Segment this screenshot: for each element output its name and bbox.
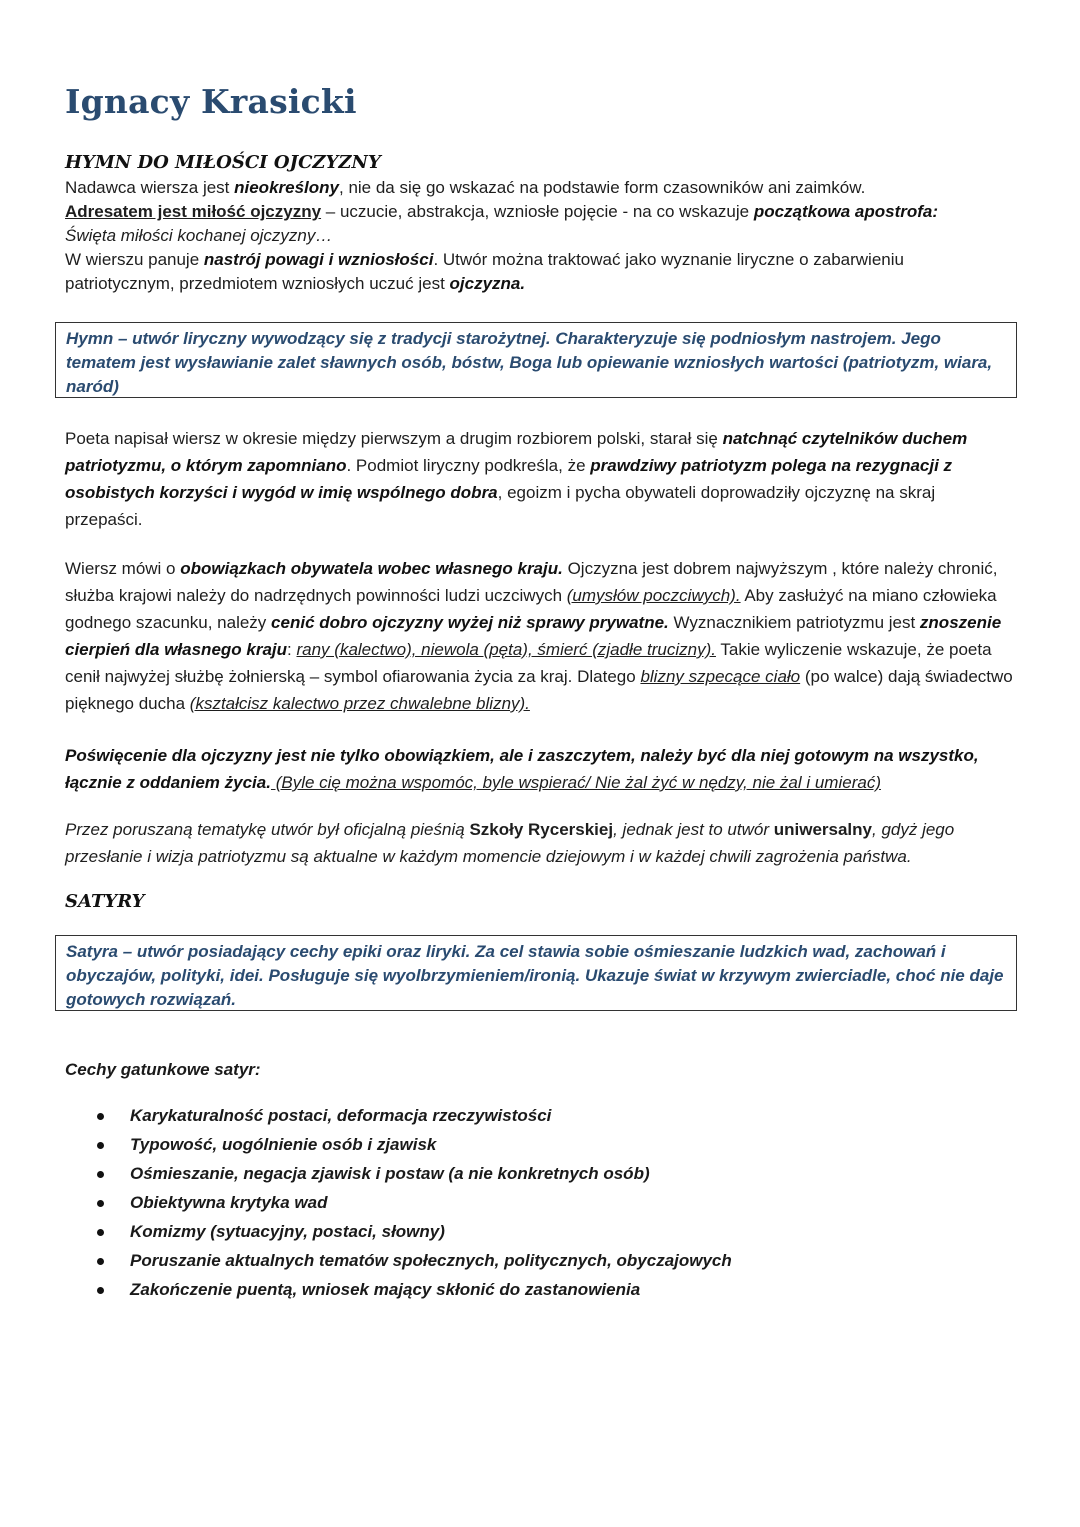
hymn-definition-box: Hymn – utwór liryczny wywodzący się z tradycji starożytnej. Charakteryzuje się podniosłym nastrojem. Jego tematem jest wysławianie zalet sławnych osób, bóstw, Boga lub opiewanie wzniosłych wartości (patriotyzm, wiara, naród): [55, 322, 1017, 398]
paragraph-duties: Wiersz mówi o obowiązkach obywatela wobec własnego kraju. Ojczyzna jest dobrem najwyższym , które należy chronić, służba krajowi należy do nadrzędnych powinności ludzi uczciwych (umysłów poczciwych). Aby zasłużyć na miano człowieka godnego szacunku, należy cenić dobro ojczyzny wyżej niż sprawy prywatne. Wyznacznikiem patriotyzmu jest znoszenie cierpień dla własnego kraju: rany (kalectwo), niewola (pęta), śmierć (zjadłe trucizny). Takie wyliczenie wskazuje, że poeta cenił najwyżej służbę żołnierską – symbol ofiarowania życia za kraj. Dlatego blizny szpecące ciało (po walce) dają świadectwo pięknego ducha (kształcisz kalectwo przez chwalebne blizny).: [65, 559, 1013, 713]
bullet-icon: [97, 1258, 104, 1265]
bullet-icon: [97, 1142, 104, 1149]
bullet-icon: [97, 1287, 104, 1294]
hymn-heading: HYMN DO MIŁOŚCI OJCZYZNY: [65, 152, 381, 173]
list-item: Ośmieszanie, negacja zjawisk i postaw (a nie konkretnych osób): [65, 1162, 732, 1191]
bullet-icon: [97, 1229, 104, 1236]
list-item: Obiektywna krytyka wad: [65, 1191, 732, 1220]
bullet-icon: [97, 1113, 104, 1120]
bullet-icon: [97, 1200, 104, 1207]
satire-features-list: [65, 1104, 732, 1307]
list-item: Poruszanie aktualnych tematów społecznych, politycznych, obyczajowych: [65, 1249, 732, 1278]
satyry-heading: SATYRY: [65, 891, 145, 912]
bullet-icon: [97, 1171, 104, 1178]
hymn-intro: Nadawca wiersza jest nieokreślony, nie da się go wskazać na podstawie form czasowników ani zaimków. Adresatem jest miłość ojczyzny – uczucie, abstrakcja, wzniosłe pojęcie - na co wskazuje początkowa apostrofa: Święta miłości kochanej ojczyzny… W wierszu panuje nastrój powagi i wzniosłości. Utwór można traktować jako wyznanie liryczne o zabarwieniu patriotycznym, przedmiotem wzniosłych uczuć jest ojczyzna.: [65, 178, 939, 293]
list-label: Cechy gatunkowe satyr:: [65, 1060, 261, 1079]
paragraph-context: Poeta napisał wiersz w okresie między pierwszym a drugim rozbiorem polski, starał się natchnąć czytelników duchem patriotyzmu, o którym zapomniano. Podmiot liryczny podkreśla, że prawdziwy patriotyzm polega na rezygnacji z osobistych korzyści i wygód w imię wspólnego dobra, egoizm i pycha obywateli doprowadziły ojczyznę na skraj przepaści.: [65, 429, 968, 529]
list-item: Typowość, uogólnienie osób i zjawisk: [65, 1133, 732, 1162]
list-item: Karykaturalność postaci, deformacja rzeczywistości: [65, 1104, 732, 1133]
satyra-definition-box: Satyra – utwór posiadający cechy epiki oraz liryki. Za cel stawia sobie ośmieszanie ludzkich wad, zachowań i obyczajów, polityki, idei. Posługuje się wyolbrzymieniem/ironią. Ukazuje świat w krzywym zwierciadle, choć nie daje gotowych rozwiązań.: [55, 935, 1017, 1011]
paragraph-sacrifice: Poświęcenie dla ojczyzny jest nie tylko obowiązkiem, ale i zaszczytem, należy być dla niej gotowym na wszystko, łącznie z oddaniem życia. (Byle cię można wspomóc, byle wspierać/ Nie żal żyć w nędzy, nie żal i umierać): [65, 746, 979, 792]
list-item: Komizmy (sytuacyjny, postaci, słowny): [65, 1220, 732, 1249]
list-item: Zakończenie puentą, wniosek mający skłonić do zastanowienia: [65, 1278, 732, 1307]
page-title: Ignacy Krasicki: [65, 82, 357, 121]
paragraph-universal: Przez poruszaną tematykę utwór był oficjalną pieśnią Szkoły Rycerskiej, jednak jest to utwór uniwersalny, gdyż jego przesłanie i wizja patriotyzmu są aktualne w każdym momencie dziejowym i w każdej chwili zagrożenia państwa.: [65, 820, 955, 866]
